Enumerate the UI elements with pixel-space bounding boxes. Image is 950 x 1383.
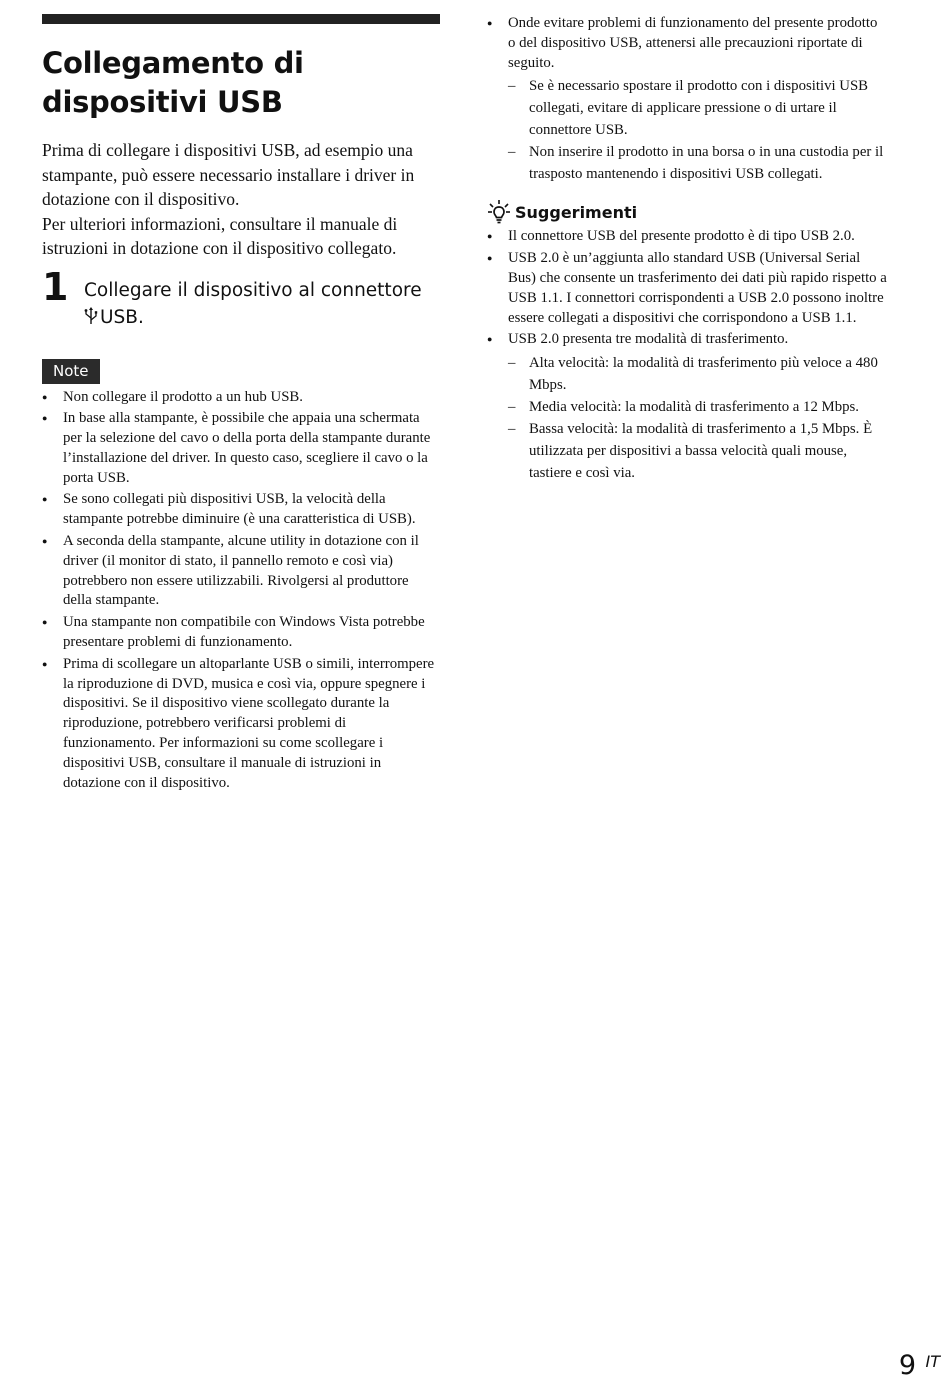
precaution-text: Onde evitare problemi di funzionamento del presente prodotto o del dispositivo USB, attenersi alle precauzioni riportate di seguito. xyxy=(508,15,878,71)
precaution-subitem: – Se è necessario spostare il prodotto con i dispositivi USB collegati, evitare di applicare pressione o di urtare il connettore USB. xyxy=(508,75,887,141)
left-column xyxy=(42,14,440,795)
right-column xyxy=(487,14,887,486)
tips-heading xyxy=(487,199,887,225)
step-1 xyxy=(42,264,440,343)
page-number: 9 xyxy=(898,1350,916,1381)
note-item: ● Non collegare il prodotto a un hub USB. xyxy=(42,388,440,408)
precaution-sublist xyxy=(508,75,887,185)
tip-text: USB 2.0 presenta tre modalità di trasferimento. xyxy=(508,331,789,348)
step-text-before: Collegare il dispositivo al connettore xyxy=(84,279,422,301)
step-number: 1 xyxy=(42,264,69,309)
transfer-modes-list xyxy=(508,352,887,484)
page-language: IT xyxy=(925,1352,940,1371)
step-instruction xyxy=(84,277,440,331)
note-list xyxy=(42,388,440,794)
intro-line-1: Prima di collegare i dispositivi USB, ad esempio una stampante, può essere necessario installare i driver in dotazione con il dispositivo. xyxy=(42,140,415,209)
transfer-mode-item: – Bassa velocità: la modalità di trasferimento a 1,5 Mbps. È utilizzata per dispositivi a bassa velocità quali mouse, tastiere e così via. xyxy=(508,418,887,484)
step-text-after: USB. xyxy=(100,306,144,328)
transfer-mode-item: – Media velocità: la modalità di trasferimento a 12 Mbps. xyxy=(508,396,887,418)
precautions-list xyxy=(487,14,887,185)
intro-line-2: Per ulteriori informazioni, consultare il manuale di istruzioni in dotazione con il dispositivo collegato. xyxy=(42,213,398,258)
page-title: Collegamento di dispositivi USB xyxy=(42,46,304,119)
note-badge: Note xyxy=(42,359,100,384)
note-item: ● Prima di scollegare un altoparlante USB o simili, interrompere la riproduzione di DVD, musica e così via, oppure spegnere i dispositivi. Se il dispositivo viene scollegato durante la riproduzione, potrebbero verificarsi problemi di funzionamento. Per informazioni su come scollegare i dispositivi USB, consultare il manuale di istruzioni in dotazione con il dispositivo. xyxy=(42,655,440,794)
top-rule xyxy=(42,14,440,24)
note-item: ● Una stampante non compatibile con Windows Vista potrebbe presentare problemi di funzionamento. xyxy=(42,613,440,653)
note-item: ● In base alla stampante, è possibile che appaia una schermata per la selezione del cavo o della porta della stampante durante l’installazione del driver. In questo caso, scegliere il cavo o la porta USB. xyxy=(42,409,440,488)
note-item: ● Se sono collegati più dispositivi USB, la velocità della stampante potrebbe diminuire (è una caratteristica di USB). xyxy=(42,490,440,530)
precaution-subitem: – Non inserire il prodotto in una borsa o in una custodia per il trasposto mantenendo i dispositivi USB collegati. xyxy=(508,141,887,185)
lightbulb-icon xyxy=(487,199,513,225)
tip-item: ● Il connettore USB del presente prodotto è di tipo USB 2.0. xyxy=(487,227,887,247)
tip-item: ● USB 2.0 è un’aggiunta allo standard USB (Universal Serial Bus) che consente un trasferimento dei dati più rapido rispetto a USB 1.1. I connettori corrispondenti a USB 2.0 possono inoltre essere collegati a dispositivi che corrispondono a USB 1.1. xyxy=(487,249,887,328)
note-item: ● A seconda della stampante, alcune utility in dotazione con il driver (il monitor di stato, il pannello remoto e così via) potrebbero non essere utilizzabili. Rivolgersi al produttore della stampante. xyxy=(42,532,440,611)
usb-icon xyxy=(84,307,98,325)
transfer-mode-item: – Alta velocità: la modalità di trasferimento più veloce a 480 Mbps. xyxy=(508,352,887,396)
tips-title: Suggerimenti xyxy=(515,202,638,222)
intro-paragraph xyxy=(42,138,440,261)
tips-list xyxy=(487,227,887,484)
precaution-item xyxy=(487,14,887,185)
tip-item xyxy=(487,330,887,484)
